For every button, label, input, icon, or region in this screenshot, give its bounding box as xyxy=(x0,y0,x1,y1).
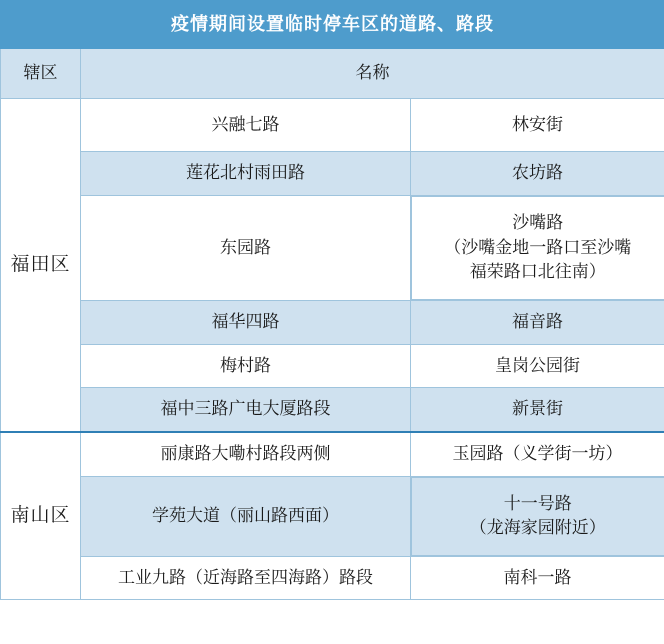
road-name-b: 玉园路（义学街一坊） xyxy=(411,432,664,476)
table-row xyxy=(1,152,664,196)
road-name-b: 福音路 xyxy=(411,300,664,344)
road-name-b: 新景街 xyxy=(411,388,664,432)
table-header-row xyxy=(1,49,664,99)
column-header-name: 名称 xyxy=(81,49,664,99)
road-name-b: 农坊路 xyxy=(411,152,664,196)
road-name-b-line3: 福荣路口北往南） xyxy=(469,262,606,282)
road-name-b: 皇岗公园街 xyxy=(411,344,664,388)
page-title: 疫情期间设置临时停车区的道路、路段 xyxy=(1,1,664,49)
table-row xyxy=(1,476,664,556)
table-row xyxy=(1,344,664,388)
road-name-b xyxy=(411,477,664,556)
table-row xyxy=(1,432,664,476)
road-name-a: 莲花北村雨田路 xyxy=(81,152,411,196)
road-name-a: 丽康路大嘞村路段两侧 xyxy=(81,432,411,476)
road-name-b: 南科一路 xyxy=(411,556,664,600)
road-name-a: 福华四路 xyxy=(81,300,411,344)
column-header-district: 辖区 xyxy=(1,49,81,99)
table-title-row xyxy=(1,1,664,49)
district-label-nanshan: 南山区 xyxy=(1,432,81,600)
table-row xyxy=(1,300,664,344)
road-name-a: 学苑大道（丽山路西面） xyxy=(81,476,411,556)
road-name-b-line1: 十一号路 xyxy=(503,493,572,513)
road-name-a: 东园路 xyxy=(81,196,411,301)
table-row xyxy=(1,556,664,600)
table-row xyxy=(1,388,664,432)
table-row xyxy=(1,98,664,152)
road-name-a: 福中三路广电大厦路段 xyxy=(81,388,411,432)
road-name-a: 兴融七路 xyxy=(81,98,411,152)
road-name-b xyxy=(411,196,664,300)
district-label-futian: 福田区 xyxy=(1,98,81,432)
road-name-a: 梅村路 xyxy=(81,344,411,388)
road-name-a: 工业九路（近海路至四海路）路段 xyxy=(81,556,411,600)
road-name-b-line2: （龙海家园附近） xyxy=(469,518,606,538)
road-name-b: 林安街 xyxy=(411,98,664,152)
table-row xyxy=(1,196,664,301)
road-name-b-line1: 沙嘴路 xyxy=(512,213,564,233)
road-name-b-line2: （沙嘴金地一路口至沙嘴 xyxy=(444,237,632,257)
